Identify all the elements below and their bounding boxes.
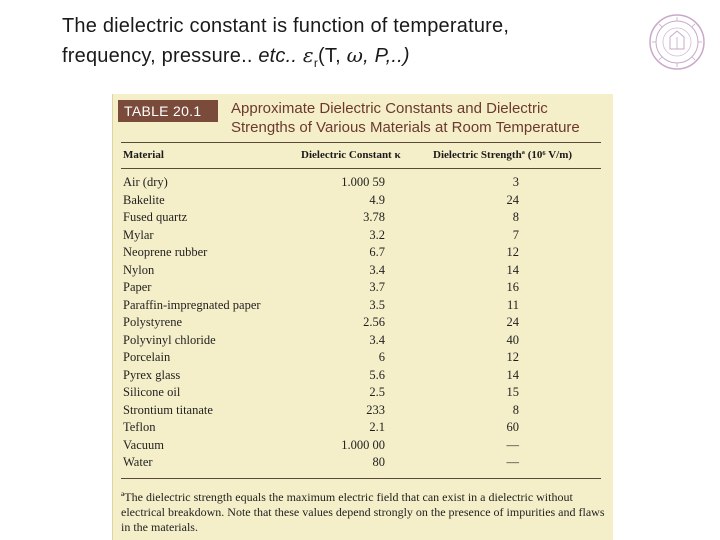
table-row	[113, 244, 613, 262]
material-cell: Mylar	[123, 227, 154, 242]
table-row	[113, 262, 613, 280]
material-cell: Silicone oil	[123, 385, 181, 399]
heading-args-open: (T,	[318, 45, 347, 67]
strength-cell: 12	[506, 350, 519, 364]
strength-cell: 16	[506, 280, 519, 294]
strength-cell: 12	[506, 245, 519, 259]
table-row	[113, 402, 613, 420]
material-cell: Paper	[123, 280, 152, 294]
header-dielectric-strength: Dielectric Strengthª (10⁶ V/m)	[433, 149, 573, 161]
header-dielectric-constant: Dielectric Constant κ	[301, 149, 401, 161]
material-cell: Vacuum	[123, 437, 164, 452]
material-cell: Porcelain	[123, 350, 171, 364]
university-seal-icon	[648, 13, 706, 71]
constant-cell: 3.78	[363, 210, 385, 224]
strength-cell: 24	[506, 315, 519, 329]
heading-line-1: The dielectric constant is function of temperature,	[62, 15, 510, 37]
table-body	[113, 174, 613, 472]
table-row	[113, 332, 613, 350]
omega-symbol: ω	[346, 43, 364, 67]
material-cell: Polyvinyl chloride	[123, 332, 216, 347]
material-cell: Neoprene rubber	[123, 245, 208, 259]
table-row	[113, 314, 613, 332]
table-number-tag: TABLE 20.1	[118, 100, 218, 122]
heading-etc: etc..	[258, 45, 298, 67]
table-row	[113, 349, 613, 367]
material-cell: Strontium titanate	[123, 402, 213, 417]
table-footnote: ªThe dielectric strength equals the maximum electric field that can exist in a dielectric without electrical breakdown. Note that these values depend strongly on the presence of impurities and flaws in the materials.	[121, 490, 605, 534]
constant-cell: 2.5	[369, 385, 385, 399]
constant-cell: 2.56	[363, 315, 385, 329]
strength-cell: 14	[506, 367, 519, 382]
table-row	[113, 384, 613, 402]
strength-cell: 14	[506, 262, 519, 277]
constant-cell: 6.7	[369, 245, 385, 259]
strength-cell: 3	[512, 175, 519, 189]
strength-cell: —	[506, 437, 519, 452]
slide-heading	[62, 12, 662, 78]
constant-cell: 4.9	[369, 192, 385, 207]
header-material: Material	[123, 149, 164, 161]
constant-cell: 3.7	[369, 280, 385, 294]
epsilon-symbol: ε	[302, 43, 314, 67]
material-cell: Air (dry)	[123, 175, 168, 189]
table-row	[113, 297, 613, 315]
table-row	[113, 454, 613, 472]
strength-cell: 15	[506, 385, 519, 399]
material-cell: Paraffin-impregnated paper	[123, 297, 261, 312]
constant-cell: 3.4	[369, 262, 385, 277]
material-cell: Water	[123, 455, 153, 469]
table-title: Approximate Dielectric Constants and Dielectric Strengths of Various Materials at Room Temperature	[231, 100, 580, 136]
table-row	[113, 437, 613, 455]
heading-args-close: , P,..)	[363, 45, 410, 67]
table-bottom-rule	[121, 478, 601, 479]
constant-cell: 233	[366, 402, 385, 417]
constant-cell: 3.4	[369, 332, 385, 347]
table-row	[113, 367, 613, 385]
material-cell: Teflon	[123, 420, 156, 434]
material-cell: Nylon	[123, 262, 155, 277]
material-cell: Pyrex glass	[123, 367, 181, 382]
constant-cell: 1.000 59	[341, 175, 385, 189]
table-row	[113, 419, 613, 437]
strength-cell: 60	[506, 420, 519, 434]
heading-line-2	[62, 41, 662, 78]
strength-cell: 7	[512, 227, 519, 242]
constant-cell: 3.2	[369, 227, 385, 242]
strength-cell: 24	[506, 192, 519, 207]
table-title-bar	[113, 94, 613, 142]
constant-cell: 1.000 00	[341, 437, 385, 452]
table-row	[113, 209, 613, 227]
strength-cell: 40	[506, 332, 519, 347]
table-row	[113, 174, 613, 192]
header-bottom-rule	[121, 168, 601, 169]
material-cell: Fused quartz	[123, 210, 188, 224]
constant-cell: 3.5	[369, 297, 385, 312]
constant-cell: 6	[378, 350, 385, 364]
constant-cell: 80	[372, 455, 385, 469]
table-row	[113, 279, 613, 297]
strength-cell: 11	[506, 297, 519, 312]
material-cell: Bakelite	[123, 192, 165, 207]
constant-cell: 5.6	[369, 367, 385, 382]
strength-cell: 8	[512, 402, 519, 417]
heading-prefix: frequency, pressure..	[62, 45, 259, 67]
epsilon-subscript: r	[313, 56, 319, 70]
constant-cell: 2.1	[369, 420, 385, 434]
header-top-rule	[121, 142, 601, 143]
strength-cell: —	[506, 455, 519, 469]
material-cell: Polystyrene	[123, 315, 183, 329]
strength-cell: 8	[512, 210, 519, 224]
table-row	[113, 227, 613, 245]
table-row	[113, 192, 613, 210]
dielectric-table-panel	[112, 94, 613, 540]
